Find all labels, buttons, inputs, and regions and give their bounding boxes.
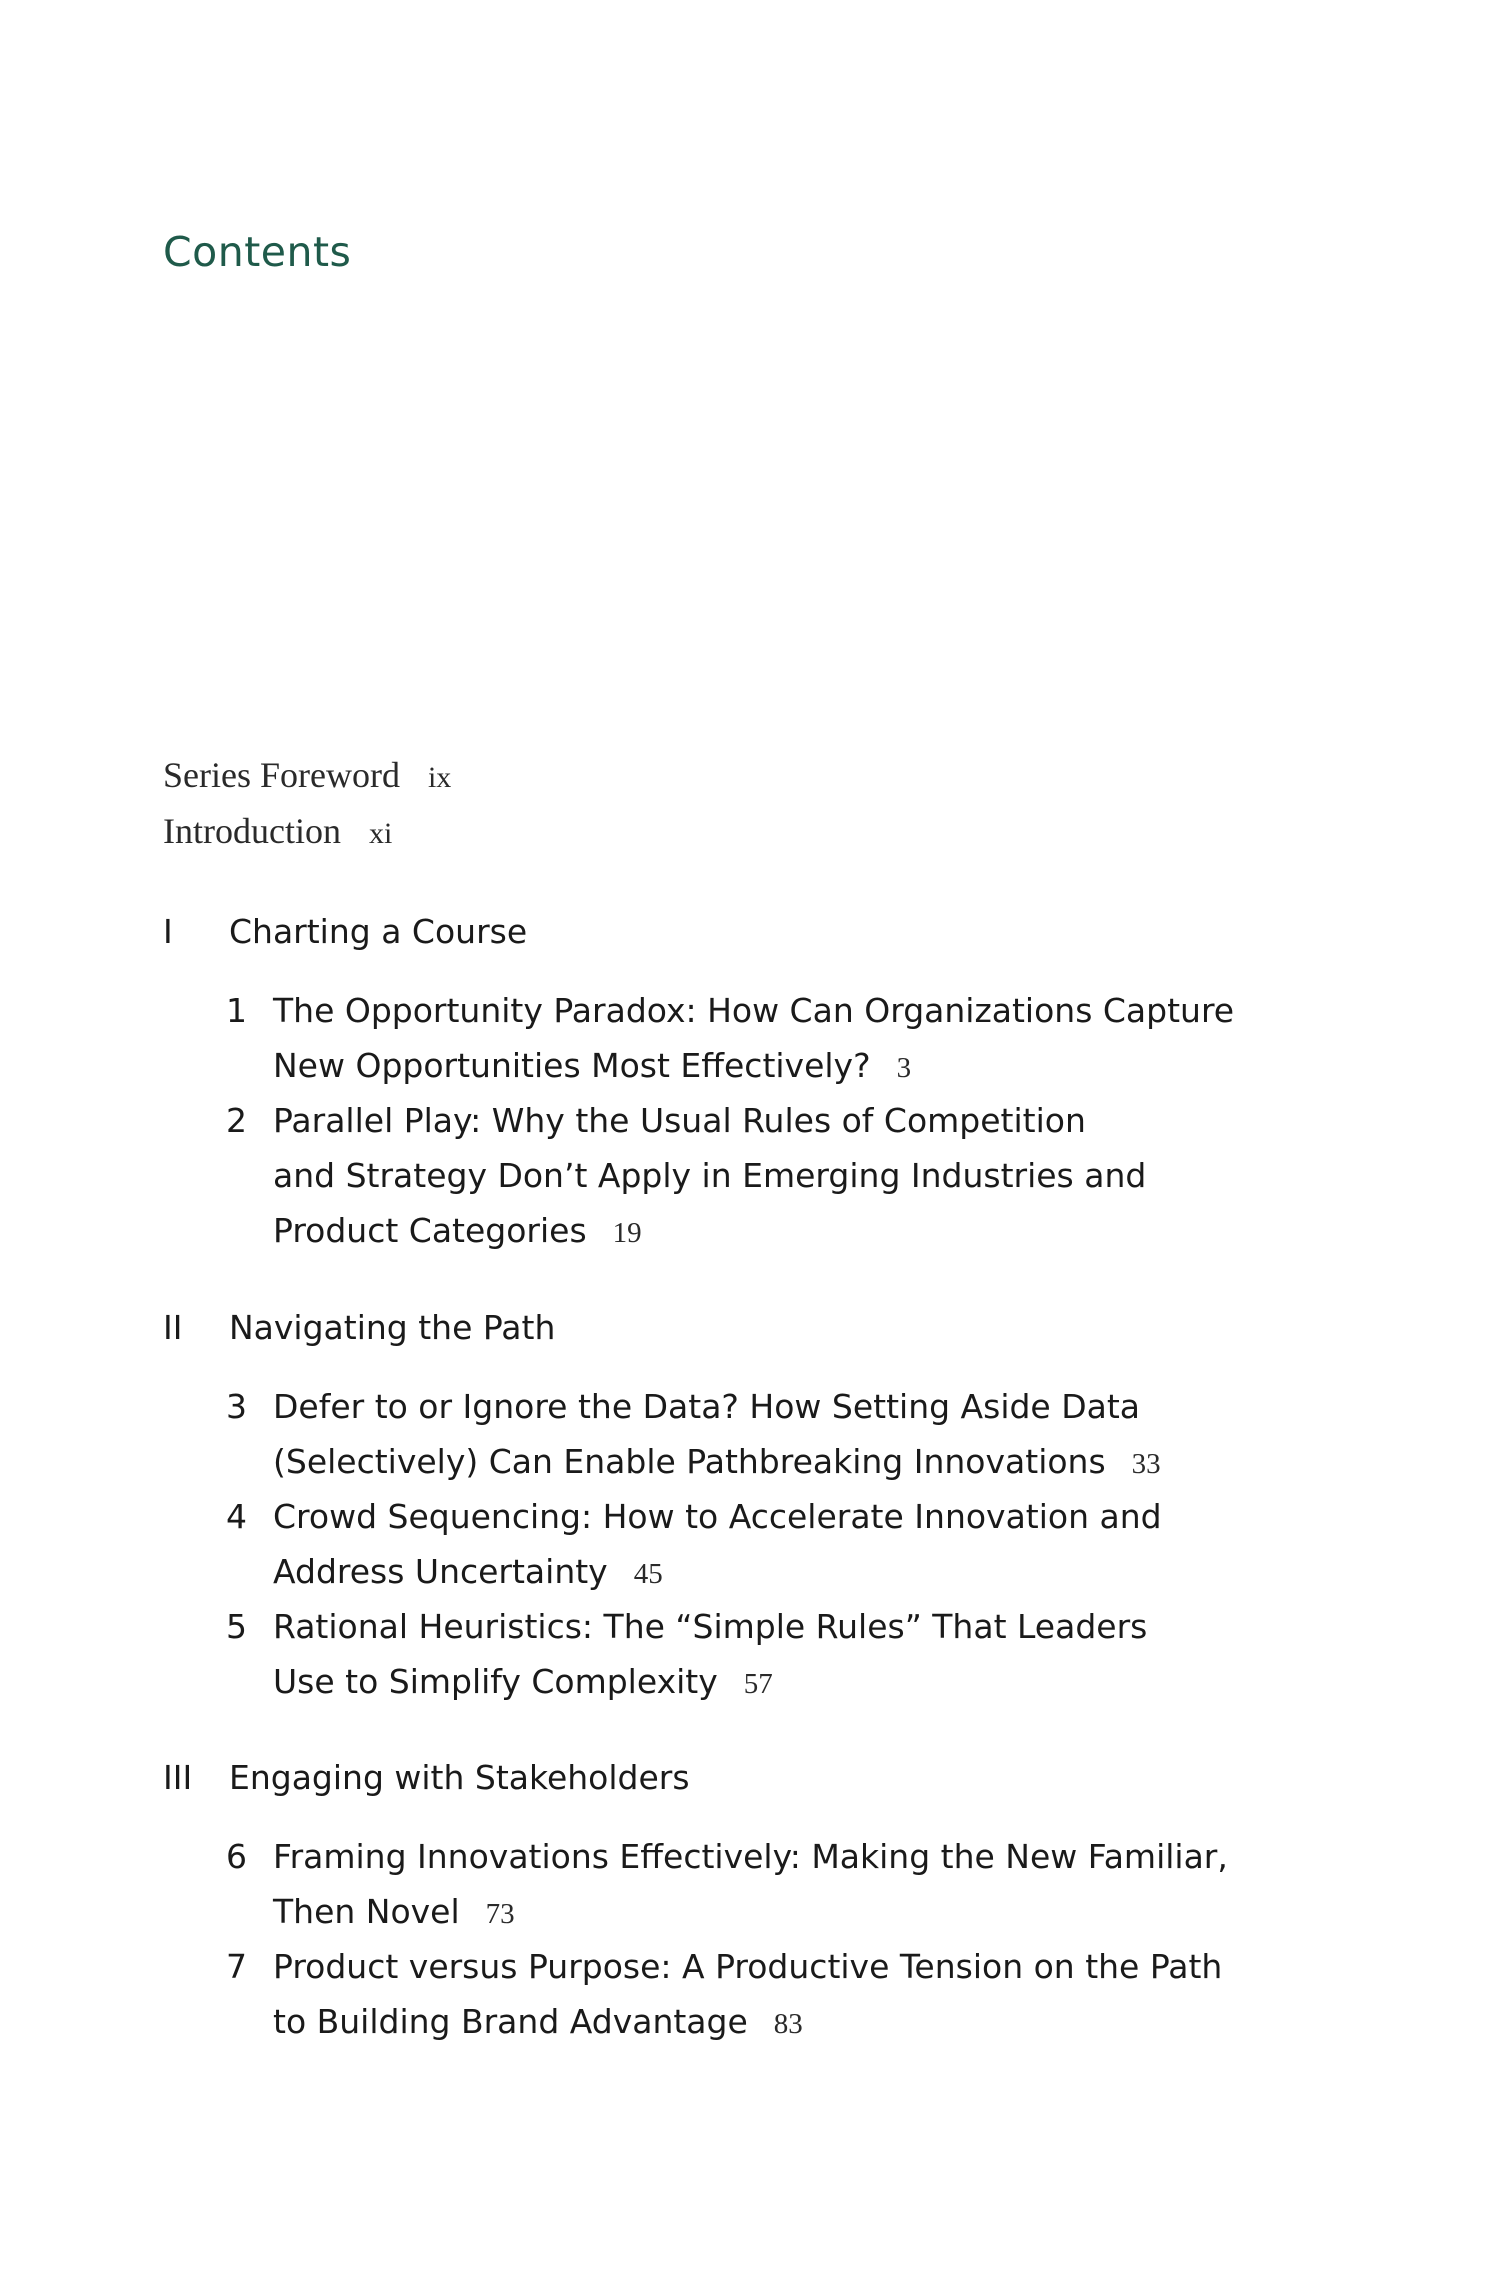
- chapter-title-line: Address Uncertainty: [273, 1552, 608, 1591]
- toc-page-number: 19: [612, 1217, 642, 1249]
- toc-entry-label: Introduction: [163, 811, 341, 851]
- chapter-title-line: Use to Simplify Complexity: [273, 1662, 718, 1701]
- chapter-number: 7: [226, 1947, 247, 1986]
- chapter-number: 3: [226, 1387, 247, 1426]
- chapter-title-line: The Opportunity Paradox: How Can Organizations Capture: [273, 991, 1235, 1030]
- chapter-number: 5: [226, 1607, 247, 1646]
- chapter-title-line: Defer to or Ignore the Data? How Setting Aside Data: [273, 1387, 1141, 1426]
- chapter-number: 6: [226, 1837, 247, 1876]
- toc-page-number: 57: [743, 1668, 773, 1700]
- toc-page-number: 73: [485, 1898, 515, 1930]
- toc-part-2[interactable]: [163, 1308, 555, 1347]
- toc-entry-label: Series Foreword: [163, 755, 400, 795]
- part-number: III: [163, 1758, 193, 1797]
- chapter-title-line: Then Novel: [273, 1892, 460, 1931]
- chapter-title-line: Product Categories: [273, 1211, 587, 1250]
- chapter-title-line: New Opportunities Most Effectively?: [273, 1046, 871, 1085]
- toc-page-number: 3: [896, 1052, 912, 1084]
- part-title: Engaging with Stakeholders: [229, 1758, 690, 1797]
- chapter-title-line: Framing Innovations Effectively: Making the New Familiar,: [273, 1837, 1228, 1876]
- part-number: II: [163, 1308, 183, 1347]
- part-title: Navigating the Path: [229, 1308, 556, 1347]
- toc-page-number: xi: [368, 817, 393, 850]
- toc-page-number: ix: [427, 761, 452, 794]
- toc-part-1[interactable]: [163, 912, 527, 951]
- chapter-title-line: to Building Brand Advantage: [273, 2002, 748, 2041]
- chapter-number: 4: [226, 1497, 247, 1536]
- toc-page-number: 45: [633, 1558, 663, 1590]
- page-title: Contents: [163, 228, 352, 276]
- toc-part-3[interactable]: [163, 1758, 690, 1797]
- chapter-title-line: Rational Heuristics: The “Simple Rules” That Leaders: [273, 1607, 1148, 1646]
- chapter-title-line: Crowd Sequencing: How to Accelerate Innovation and: [273, 1497, 1162, 1536]
- part-title: Charting a Course: [229, 912, 528, 951]
- toc-entry-introduction[interactable]: [163, 810, 392, 852]
- toc-page-number: 33: [1131, 1448, 1161, 1480]
- chapter-title-line: Product versus Purpose: A Productive Tension on the Path: [273, 1947, 1223, 1986]
- chapter-title-line: and Strategy Don’t Apply in Emerging Industries and: [273, 1156, 1147, 1195]
- chapter-title-line: Parallel Play: Why the Usual Rules of Competition: [273, 1101, 1086, 1140]
- toc-page-number: 83: [773, 2008, 803, 2040]
- chapter-number: 1: [226, 991, 247, 1030]
- part-number: I: [163, 912, 173, 951]
- chapter-title-line: (Selectively) Can Enable Pathbreaking Innovations: [273, 1442, 1106, 1481]
- chapter-number: 2: [226, 1101, 247, 1140]
- toc-entry-series-foreword[interactable]: [163, 754, 451, 796]
